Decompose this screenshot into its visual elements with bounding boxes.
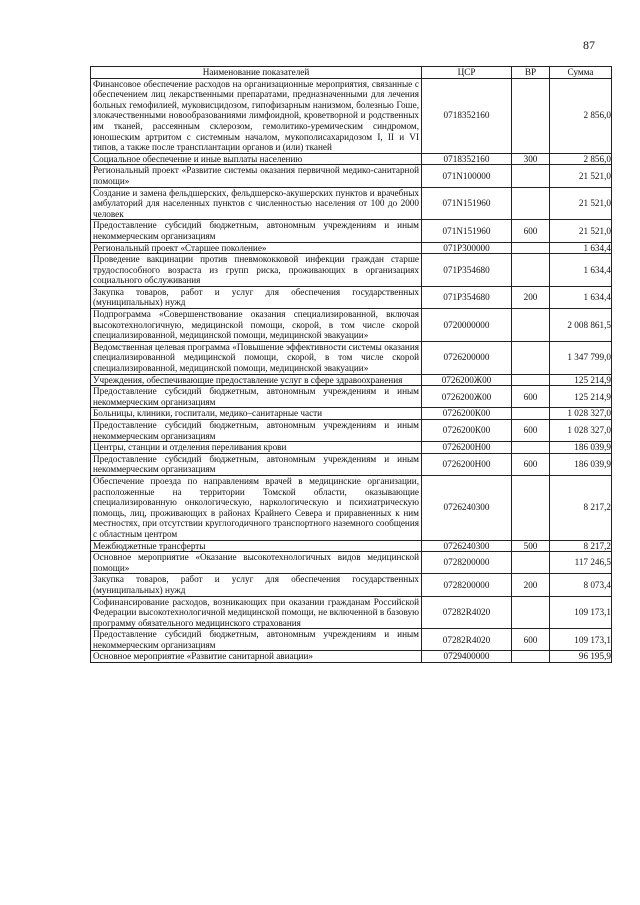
cell-code: 0728200000 (422, 574, 512, 596)
cell-code: 0718352160 (422, 78, 512, 153)
table-row (91, 408, 612, 420)
cell-name: Создание и замена фельдшерских, фельдшерско-акушерских пунктов и врачебных амбулаторий для населенных пунктов с численностью населения от 100 до 2000 человек (91, 187, 422, 220)
cell-sum: 8 217,2 (550, 475, 612, 540)
table-row (91, 442, 612, 454)
cell-vr: 600 (512, 220, 550, 242)
cell-sum: 117 246,5 (550, 552, 612, 574)
cell-vr (512, 242, 550, 254)
table-row (91, 187, 612, 220)
header-code: ЦСР (422, 67, 512, 79)
cell-code: 07282R4020 (422, 629, 512, 651)
cell-vr (512, 341, 550, 374)
table-row (91, 309, 612, 342)
cell-vr (512, 374, 550, 386)
table-row (91, 540, 612, 552)
cell-code: 071P300000 (422, 242, 512, 254)
cell-sum: 125 214,9 (550, 374, 612, 386)
cell-code: 0718352160 (422, 153, 512, 165)
table-row (91, 374, 612, 386)
cell-name: Предоставление субсидий бюджетным, автономным учреждениям и иным некоммерческим организациям (91, 220, 422, 242)
cell-name: Подпрограмма «Совершенствование оказания специализированной, включая высокотехнологичную, медицинской помощи, скорой, в том числе скорой специализированной, медицинской помощи, медицинской эвакуации» (91, 309, 422, 342)
table-row (91, 629, 612, 651)
cell-vr (512, 309, 550, 342)
cell-code: 071N151960 (422, 220, 512, 242)
cell-code: 0728200000 (422, 552, 512, 574)
cell-code: 0726200Ж00 (422, 386, 512, 408)
cell-vr (512, 651, 550, 663)
header-row (91, 67, 612, 79)
cell-vr: 600 (512, 629, 550, 651)
table-row (91, 78, 612, 153)
cell-name: Закупка товаров, работ и услуг для обеспечения государственных (муниципальных) нужд (91, 574, 422, 596)
cell-code: 071P354680 (422, 254, 512, 287)
cell-sum: 96 195,9 (550, 651, 612, 663)
cell-sum: 1 347 799,0 (550, 341, 612, 374)
cell-name: Основное мероприятие «Оказание высокотехнологичных видов медицинской помощи» (91, 552, 422, 574)
cell-code: 0726200Н00 (422, 442, 512, 454)
header-sum: Сумма (550, 67, 612, 79)
cell-code: 0726240300 (422, 475, 512, 540)
cell-sum: 21 521,0 (550, 187, 612, 220)
table-row (91, 552, 612, 574)
cell-sum: 109 173,1 (550, 596, 612, 629)
page-number: 87 (583, 38, 595, 52)
budget-table (90, 66, 612, 663)
cell-vr (512, 552, 550, 574)
cell-name: Закупка товаров, работ и услуг для обеспечения государственных (муниципальных) нужд (91, 286, 422, 308)
table-row (91, 596, 612, 629)
cell-name: Финансовое обеспечение расходов на организационные мероприятия, связанные с обеспечением лиц лекарственными препаратами, предназначенными для лечения больных гемофилией, муковисцидозом, гипофизарным нанизмом, болезнью Гоше, злокачественными новообразованиями лимфоидной, кроветворной и родственных им тканей, рассеянным склерозом, гемолитико-уремическим синдромом, юношеским артритом с системным началом, мукополисахаридозом I, II и VI типов, а также после трансплантации органов и (или) тканей (91, 78, 422, 153)
table-row (91, 220, 612, 242)
cell-code: 0726200К00 (422, 408, 512, 420)
table-row (91, 165, 612, 187)
cell-sum: 109 173,1 (550, 629, 612, 651)
cell-name: Региональный проект «Развитие системы оказания первичной медико-санитарной помощи» (91, 165, 422, 187)
table-row (91, 341, 612, 374)
cell-code: 0726200Ж00 (422, 374, 512, 386)
cell-name: Центры, станции и отделения переливания крови (91, 442, 422, 454)
cell-code: 071N151960 (422, 187, 512, 220)
header-name: Наименование показателей (91, 67, 422, 79)
cell-sum: 2 856,0 (550, 153, 612, 165)
cell-vr (512, 408, 550, 420)
cell-code: 071N100000 (422, 165, 512, 187)
cell-sum: 1 634,4 (550, 242, 612, 254)
cell-code: 07282R4020 (422, 596, 512, 629)
cell-sum: 1 028 327,0 (550, 408, 612, 420)
cell-vr: 600 (512, 453, 550, 475)
cell-name: Основное мероприятие «Развитие санитарной авиации» (91, 651, 422, 663)
cell-code: 0726200Н00 (422, 453, 512, 475)
cell-name: Межбюджетные трансферты (91, 540, 422, 552)
table-row (91, 242, 612, 254)
cell-name: Социальное обеспечение и иные выплаты населению (91, 153, 422, 165)
table-row (91, 153, 612, 165)
cell-sum: 2 008 861,5 (550, 309, 612, 342)
table-row (91, 574, 612, 596)
cell-sum: 2 856,0 (550, 78, 612, 153)
cell-sum: 1 028 327,0 (550, 420, 612, 442)
cell-vr: 600 (512, 420, 550, 442)
cell-vr: 200 (512, 286, 550, 308)
cell-name: Учреждения, обеспечивающие предоставление услуг в сфере здравоохранения (91, 374, 422, 386)
cell-code: 071P354680 (422, 286, 512, 308)
table-row (91, 475, 612, 540)
cell-vr (512, 165, 550, 187)
cell-sum: 21 521,0 (550, 220, 612, 242)
cell-vr (512, 442, 550, 454)
cell-vr (512, 78, 550, 153)
cell-code: 0726200000 (422, 341, 512, 374)
cell-sum: 125 214,9 (550, 386, 612, 408)
table-row (91, 420, 612, 442)
cell-vr (512, 254, 550, 287)
cell-sum: 1 634,4 (550, 286, 612, 308)
cell-sum: 1 634,4 (550, 254, 612, 287)
cell-vr: 500 (512, 540, 550, 552)
cell-name: Предоставление субсидий бюджетным, автономным учреждениям и иным некоммерческим организациям (91, 420, 422, 442)
cell-vr: 600 (512, 386, 550, 408)
table-row (91, 286, 612, 308)
cell-sum: 8 073,4 (550, 574, 612, 596)
cell-vr: 300 (512, 153, 550, 165)
cell-name: Региональный проект «Старшее поколение» (91, 242, 422, 254)
header-vr: ВР (512, 67, 550, 79)
cell-name: Обеспечение проезда по направлениям врачей в медицинские организации, расположенные на территории Томской области, оказывающие специализированную онкологическую, наркологическую и психиатрическую помощь, лиц, проживающих в районах Крайнего Севера и приравненных к ним местностях, при отсутствии круглогодичного транспортного наземного сообщения с областным центром (91, 475, 422, 540)
cell-vr: 200 (512, 574, 550, 596)
cell-code: 0729400000 (422, 651, 512, 663)
cell-vr (512, 187, 550, 220)
cell-vr (512, 596, 550, 629)
table-row (91, 254, 612, 287)
cell-name: Больницы, клиники, госпитали, медико–санитарные части (91, 408, 422, 420)
table-row (91, 453, 612, 475)
table-row (91, 651, 612, 663)
cell-name: Софинансирование расходов, возникающих при оказании гражданам Российской Федерации высокотехнологичной медицинской помощи, не включенной в базовую программу обязательного медицинского страхования (91, 596, 422, 629)
cell-code: 0726200К00 (422, 420, 512, 442)
cell-sum: 186 039,9 (550, 453, 612, 475)
cell-sum: 8 217,2 (550, 540, 612, 552)
cell-name: Предоставление субсидий бюджетным, автономным учреждениям и иным некоммерческим организациям (91, 386, 422, 408)
cell-name: Проведение вакцинации против пневмококковой инфекции граждан старше трудоспособного возраста из групп риска, проживающих в организациях социального обслуживания (91, 254, 422, 287)
cell-sum: 21 521,0 (550, 165, 612, 187)
cell-name: Предоставление субсидий бюджетным, автономным учреждениям и иным некоммерческим организациям (91, 629, 422, 651)
cell-code: 0720000000 (422, 309, 512, 342)
cell-name: Предоставление субсидий бюджетным, автономным учреждениям и иным некоммерческим организациям (91, 453, 422, 475)
cell-vr (512, 475, 550, 540)
cell-code: 0726240300 (422, 540, 512, 552)
cell-sum: 186 039,9 (550, 442, 612, 454)
table-row (91, 386, 612, 408)
cell-name: Ведомственная целевая программа «Повышение эффективности системы оказания специализированной медицинской помощи, скорой, в том числе скорой специализированной, медицинской помощи, медицинской эвакуации» (91, 341, 422, 374)
